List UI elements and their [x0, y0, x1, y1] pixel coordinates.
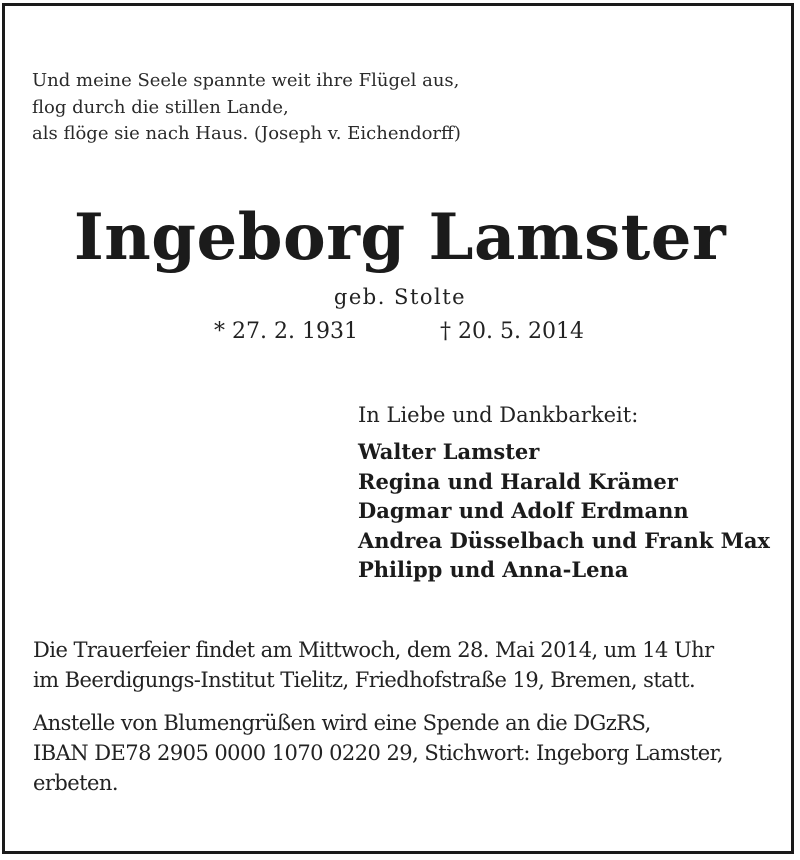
- mourner-name: Regina und Harald Krämer: [358, 468, 678, 494]
- mourners-intro: In Liebe und Dankbarkeit:: [358, 403, 639, 427]
- donation-info: [33, 708, 773, 798]
- poem-line: flog durch die stillen Lande,: [32, 96, 289, 118]
- mourner-name: Philipp und Anna-Lena: [358, 557, 629, 582]
- mourner-name: Andrea Düsselbach und Frank Max: [358, 527, 770, 553]
- donation-line: Anstelle von Blumengrüßen wird eine Spende an die DGzRS,: [33, 711, 651, 735]
- death-date: † 20. 5. 2014: [440, 319, 584, 344]
- funeral-service-info: [33, 635, 773, 695]
- poem-quote: [32, 68, 461, 148]
- maiden-name: geb. Stolte: [333, 285, 467, 309]
- mourners-list: [358, 437, 770, 585]
- service-line: Die Trauerfeier findet am Mittwoch, dem 28. Mai 2014, um 14 Uhr: [33, 638, 714, 662]
- donation-line: IBAN DE78 2905 0000 1070 0220 29, Stichwort: Ingeborg Lamster,: [33, 741, 723, 765]
- mourner-name: Walter Lamster: [358, 439, 540, 464]
- deceased-name: Ingeborg Lamster: [73, 200, 727, 275]
- birth-date: * 27. 2. 1931: [214, 319, 358, 344]
- mourner-name: Dagmar und Adolf Erdmann: [358, 498, 689, 523]
- poem-line: als flöge sie nach Haus. (Joseph v. Eichendorff): [32, 123, 461, 144]
- service-line: im Beerdigungs-Institut Tielitz, Friedhofstraße 19, Bremen, statt.: [33, 668, 696, 692]
- poem-line: Und meine Seele spannte weit ihre Flügel aus,: [32, 70, 460, 91]
- donation-line: erbeten.: [33, 771, 119, 795]
